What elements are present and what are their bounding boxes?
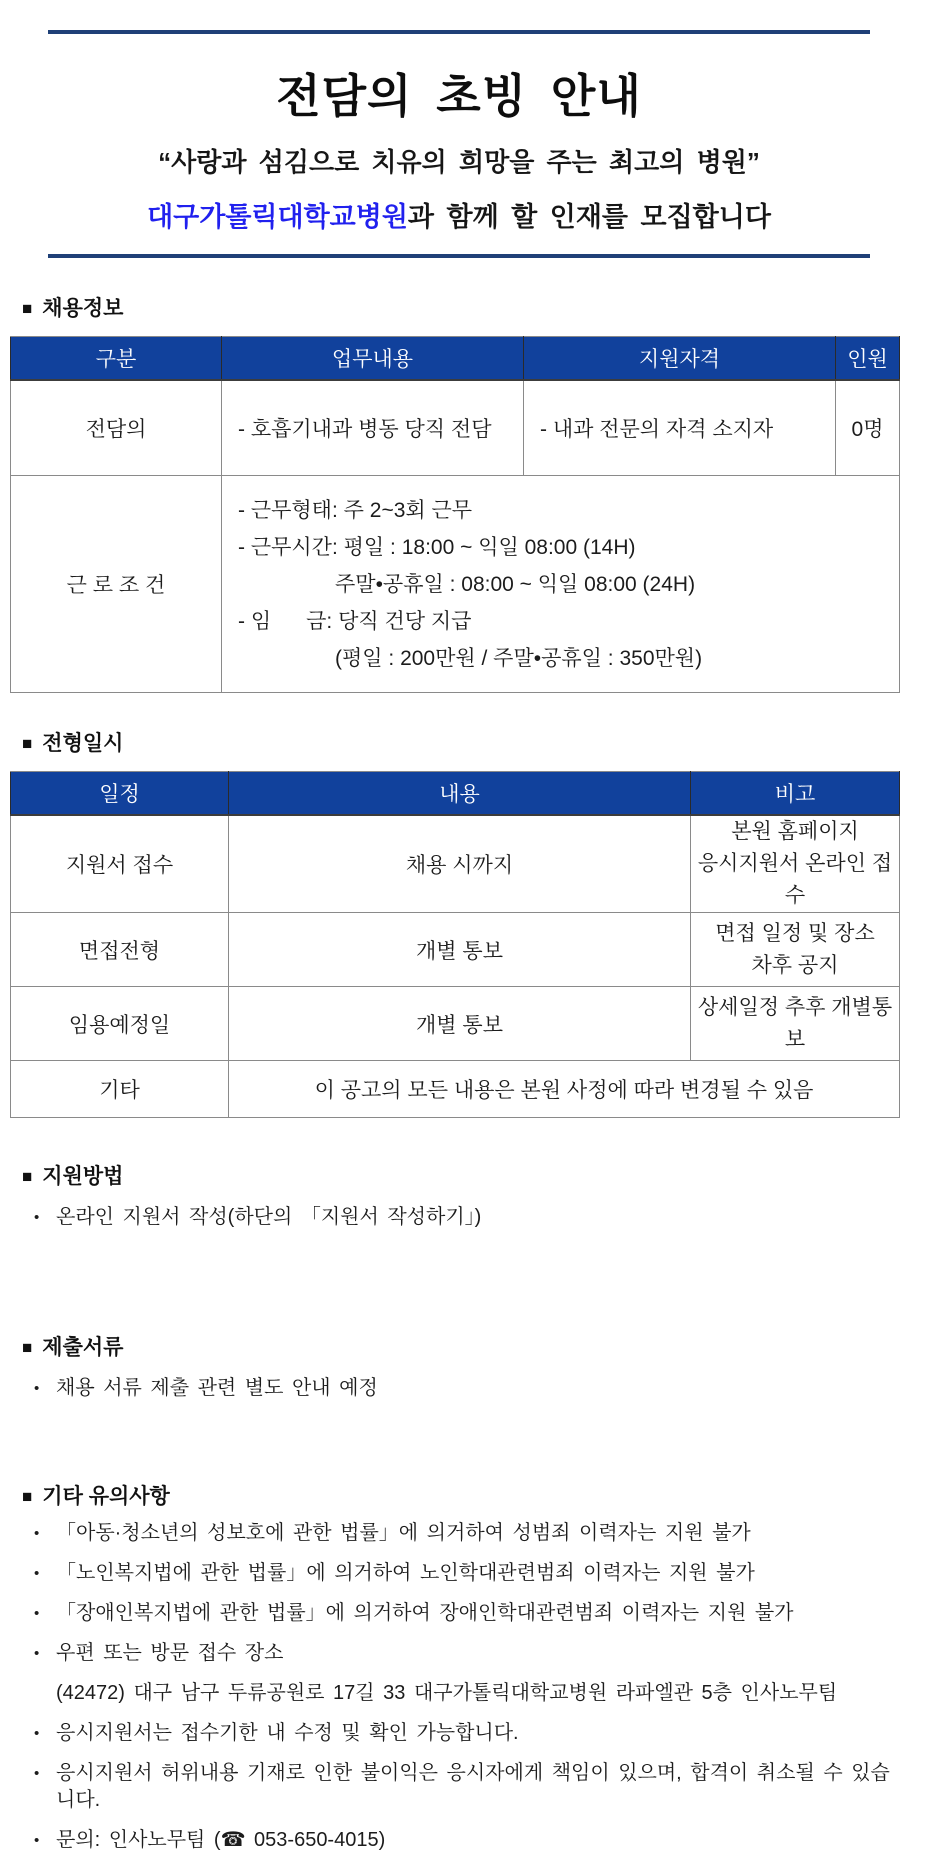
- cell-schedule: 면접전형: [11, 913, 229, 987]
- section-marker-icon: ■: [22, 1166, 33, 1186]
- list-item: [34, 1375, 902, 1402]
- list-item: [34, 1600, 902, 1627]
- list-item: [34, 1520, 902, 1547]
- remark-line: 차후 공지: [751, 953, 839, 977]
- table-row: [11, 987, 900, 1061]
- section-marker-icon: ■: [22, 1486, 33, 1506]
- list-item-continuation: [34, 1680, 902, 1707]
- cell-work-conditions: [222, 476, 900, 693]
- table-row: [11, 1061, 900, 1118]
- remark-line: 응시지원서 온라인 접수: [697, 852, 893, 907]
- work-line: - 근무형태: 주 2~3회 근무: [238, 498, 473, 522]
- section-title: 지원방법: [42, 1165, 124, 1188]
- list-item-text: 「장애인복지법에 관한 법률」에 의거하여 장애인학대관련범죄 이력자는 지원 불가: [56, 1602, 794, 1624]
- list-item-text: 채용 서류 제출 관련 별도 안내 예정: [56, 1377, 378, 1399]
- cell-content: 이 공고의 모든 내용은 본원 사정에 따라 변경될 수 있음: [229, 1061, 900, 1118]
- work-line: - 임 금: 당직 건당 지급: [238, 609, 472, 633]
- list-item-text: 「노인복지법에 관한 법률」에 의거하여 노인학대관련범죄 이력자는 지원 불가: [56, 1562, 755, 1584]
- documents-list: [34, 1375, 902, 1402]
- cell-schedule: 지원서 접수: [11, 815, 229, 913]
- col-header: 지원자격: [524, 337, 836, 381]
- section-title: 기타 유의사항: [42, 1485, 170, 1508]
- col-header: 내용: [229, 772, 691, 816]
- recruitment-notice-document: [0, 30, 932, 1854]
- work-line: (평일 : 200만원 / 주말•공휴일 : 350만원): [335, 646, 703, 670]
- table-row: [11, 380, 900, 476]
- list-item-text: 「아동·청소년의 성보호에 관한 법률」에 의거하여 성범죄 이력자는 지원 불가: [56, 1522, 751, 1544]
- list-item-text: 응시지원서는 접수기한 내 수정 및 확인 가능합니다.: [56, 1722, 519, 1744]
- work-line: - 근무시간: 평일 : 18:00 ~ 익일 08:00 (14H): [238, 535, 636, 559]
- bullet-icon: •: [34, 1725, 40, 1742]
- list-item: [34, 1640, 902, 1667]
- section-marker-icon: ■: [22, 733, 33, 753]
- bullet-icon: •: [34, 1525, 40, 1542]
- cell-schedule: 임용예정일: [11, 987, 229, 1061]
- cell-schedule: 기타: [11, 1061, 229, 1118]
- bullet-icon: •: [34, 1645, 40, 1662]
- remark-line: 본원 홈페이지: [731, 820, 859, 843]
- recruit-info-table: [10, 336, 900, 693]
- hospital-name: 대구가톨릭대학교병원: [147, 202, 408, 232]
- list-item: [34, 1760, 902, 1814]
- bullet-icon: •: [34, 1209, 40, 1226]
- section-title: 전형일시: [42, 732, 124, 755]
- section-heading-notes: [22, 1480, 932, 1510]
- cell-content: 채용 시까지: [229, 815, 691, 913]
- header-rule-top: [48, 30, 870, 34]
- list-item-text: 문의: 인사노무팀 (☎ 053-650-4015): [56, 1829, 386, 1851]
- cell-remark: [691, 987, 900, 1061]
- recruit-line: [48, 195, 870, 234]
- cell-content: 개별 통보: [229, 913, 691, 987]
- cell-position: 전담의: [11, 380, 222, 476]
- list-item: [34, 1560, 902, 1587]
- cell-remark: [691, 815, 900, 913]
- apply-method-list: [34, 1204, 902, 1231]
- cell-remark: [691, 913, 900, 987]
- table-row: [11, 476, 900, 693]
- col-header: 일정: [11, 772, 229, 816]
- list-item-text: 응시지원서 허위내용 기재로 인한 불이익은 응시자에게 책임이 있으며, 합격이 취소될 수 있습니다.: [56, 1762, 890, 1811]
- bullet-icon: •: [34, 1565, 40, 1582]
- schedule-table: [10, 771, 900, 1118]
- section-heading-documents: [22, 1331, 932, 1361]
- bullet-icon: •: [34, 1380, 40, 1397]
- recruit-line-rest: 과 함께 할 인재를 모집합니다: [407, 202, 771, 232]
- table-header-row: [11, 772, 900, 816]
- cell-qualification: - 내과 전문의 자격 소지자: [524, 380, 836, 476]
- col-header: 구분: [11, 337, 222, 381]
- section-marker-icon: ■: [22, 1337, 33, 1357]
- section-heading-schedule: [22, 727, 932, 757]
- cell-content: 개별 통보: [229, 987, 691, 1061]
- list-item: [34, 1204, 902, 1231]
- section-heading-apply-method: [22, 1160, 932, 1190]
- section-title: 제출서류: [42, 1336, 124, 1359]
- table-row: [11, 913, 900, 987]
- page-title: 전담의 초빙 안내: [276, 70, 642, 122]
- remark-line: 상세일정 추후 개별통보: [697, 995, 893, 1051]
- col-header: 비고: [691, 772, 900, 816]
- work-line: 주말•공휴일 : 08:00 ~ 익일 08:00 (24H): [335, 572, 696, 596]
- col-header: 업무내용: [222, 337, 524, 381]
- col-header: 인원: [836, 337, 900, 381]
- bullet-icon: •: [34, 1832, 40, 1849]
- bullet-icon: •: [34, 1765, 40, 1782]
- list-item: [34, 1720, 902, 1747]
- table-row: [11, 815, 900, 913]
- header-rule-bottom: [48, 254, 870, 258]
- section-title: 채용정보: [42, 297, 124, 320]
- notes-list: [34, 1520, 902, 1854]
- list-item-text: 온라인 지원서 작성(하단의 「지원서 작성하기」): [56, 1206, 482, 1228]
- table-header-row: [11, 337, 900, 381]
- section-marker-icon: ■: [22, 298, 33, 318]
- cell-headcount: 0명: [836, 380, 900, 476]
- list-item-text: 우편 또는 방문 접수 장소: [56, 1642, 284, 1664]
- cell-duty: - 호흡기내과 병동 당직 전담: [222, 380, 524, 476]
- remark-line: 면접 일정 및 장소: [715, 921, 875, 945]
- section-heading-recruit-info: [22, 292, 932, 322]
- document-header: [48, 30, 870, 258]
- slogan-quote: “사랑과 섬김으로 치유의 희망을 주는 최고의 병원”: [158, 147, 760, 177]
- bullet-icon: •: [34, 1605, 40, 1622]
- list-item: [34, 1827, 902, 1854]
- cell-work-conditions-label: 근 로 조 건: [11, 476, 222, 693]
- list-item-text: (42472) 대구 남구 두류공원로 17길 33 대구가톨릭대학교병원 라파엘관 5층 인사노무팀: [56, 1682, 838, 1704]
